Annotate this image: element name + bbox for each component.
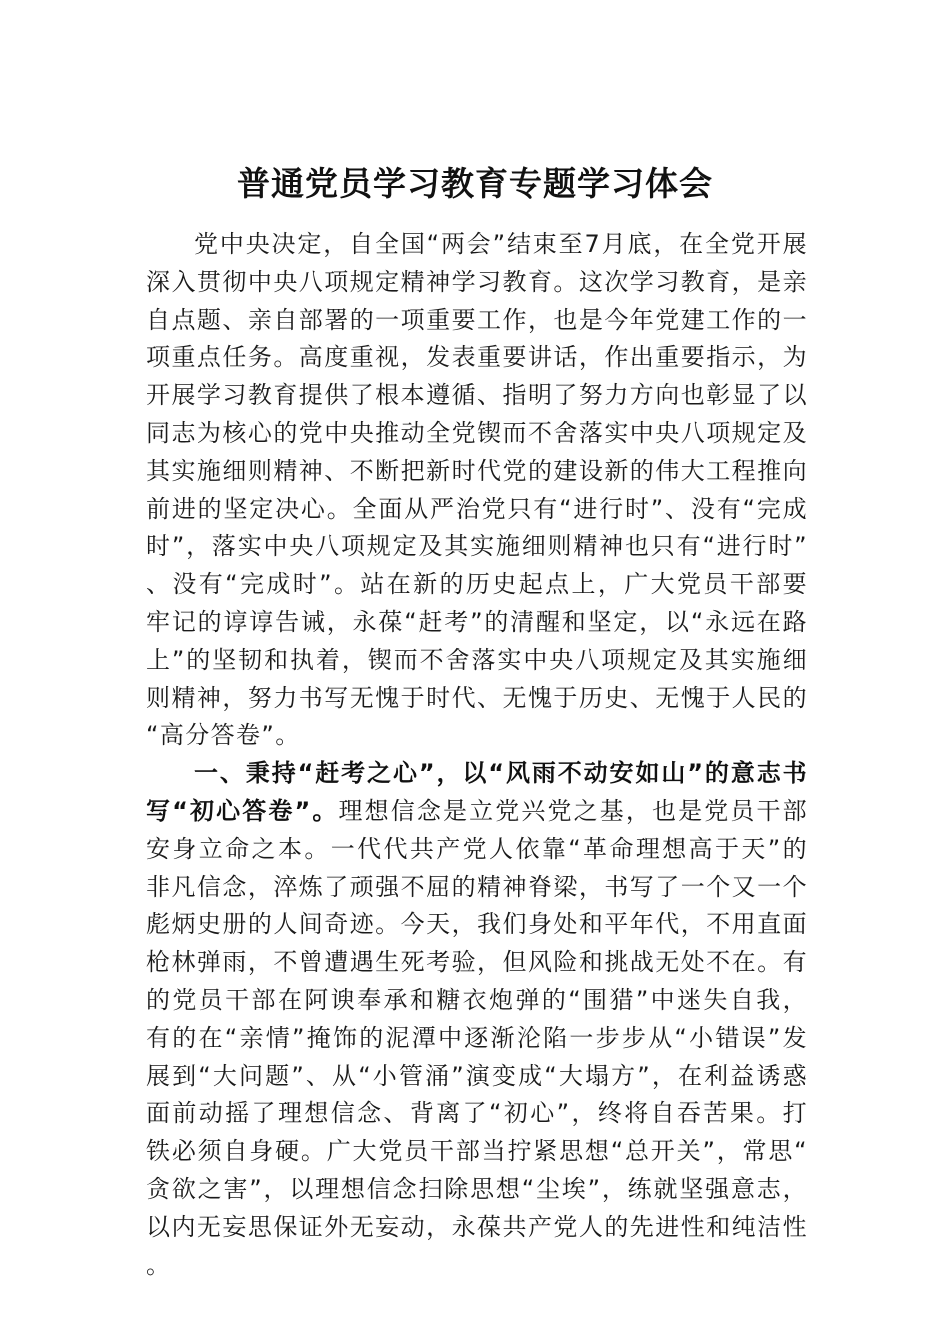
section-heading: 一、秉持“赶考之心”，以“风雨不动安如山”的意志书写“初心答卷”。	[146, 759, 808, 825]
paragraph-intro	[146, 226, 808, 755]
paragraph-text: 理想信念是立党兴党之基，也是党员干部安身立命之本。一代代共产党人依靠“革命理想高于天”的非凡信念，淬炼了顽强不屈的精神脊梁，书写了一个又一个彪炳史册的人间奇迹。今天，我们身处和平年代，不用直面枪林弹雨，不曾遭遇生死考验，但风险和挑战无处不在。有的党员干部在阿谀奉承和糖衣炮弹的“围猎”中迷失自我，有的在“亲情”掩饰的泥潭中逐渐沦陷一步步从“小错误”发展到“大问题”、从“小管涌”演变成“大塌方”，在利益诱惑面前动摇了理想信念、背离了“初心”，终将自吞苦果。打铁必须自身硬。广大党员干部当拧紧思想“总开关”，常思“贪欲之害”，以理想信念扫除思想“尘埃”，练就坚强意志，以内无妄思保证外无妄动，永葆共产党人的先进性和纯洁性。	[146, 796, 809, 1279]
paragraph-section-1	[146, 755, 808, 1284]
document-title: 普通党员学习教育专题学习体会	[237, 164, 713, 203]
document-body	[146, 226, 808, 1284]
paragraph-text: 党中央决定，自全国“两会”结束至7月底，在全党开展深入贯彻中央八项规定精神学习教育。这次学习教育，是亲自点题、亲自部署的一项重要工作，也是今年党建工作的一项重点任务。高度重视，发表重要讲话，作出重要指示，为开展学习教育提供了根本遵循、指明了努力方向也彰显了以同志为核心的党中央推动全党锲而不舍落实中央八项规定及其实施细则精神、不断把新时代党的建设新的伟大工程推向前进的坚定决心。全面从严治党只有“进行时”、没有“完成时”，落实中央八项规定及其实施细则精神也只有“进行时”、没有“完成时”。站在新的历史起点上，广大党员干部要牢记的谆谆告诫，永葆“赶考”的清醒和坚定，以“永远在路上”的坚韧和执着，锲而不舍落实中央八项规定及其实施细则精神，努力书写无愧于时代、无愧于历史、无愧于人民的“高分答卷”。	[146, 230, 808, 750]
